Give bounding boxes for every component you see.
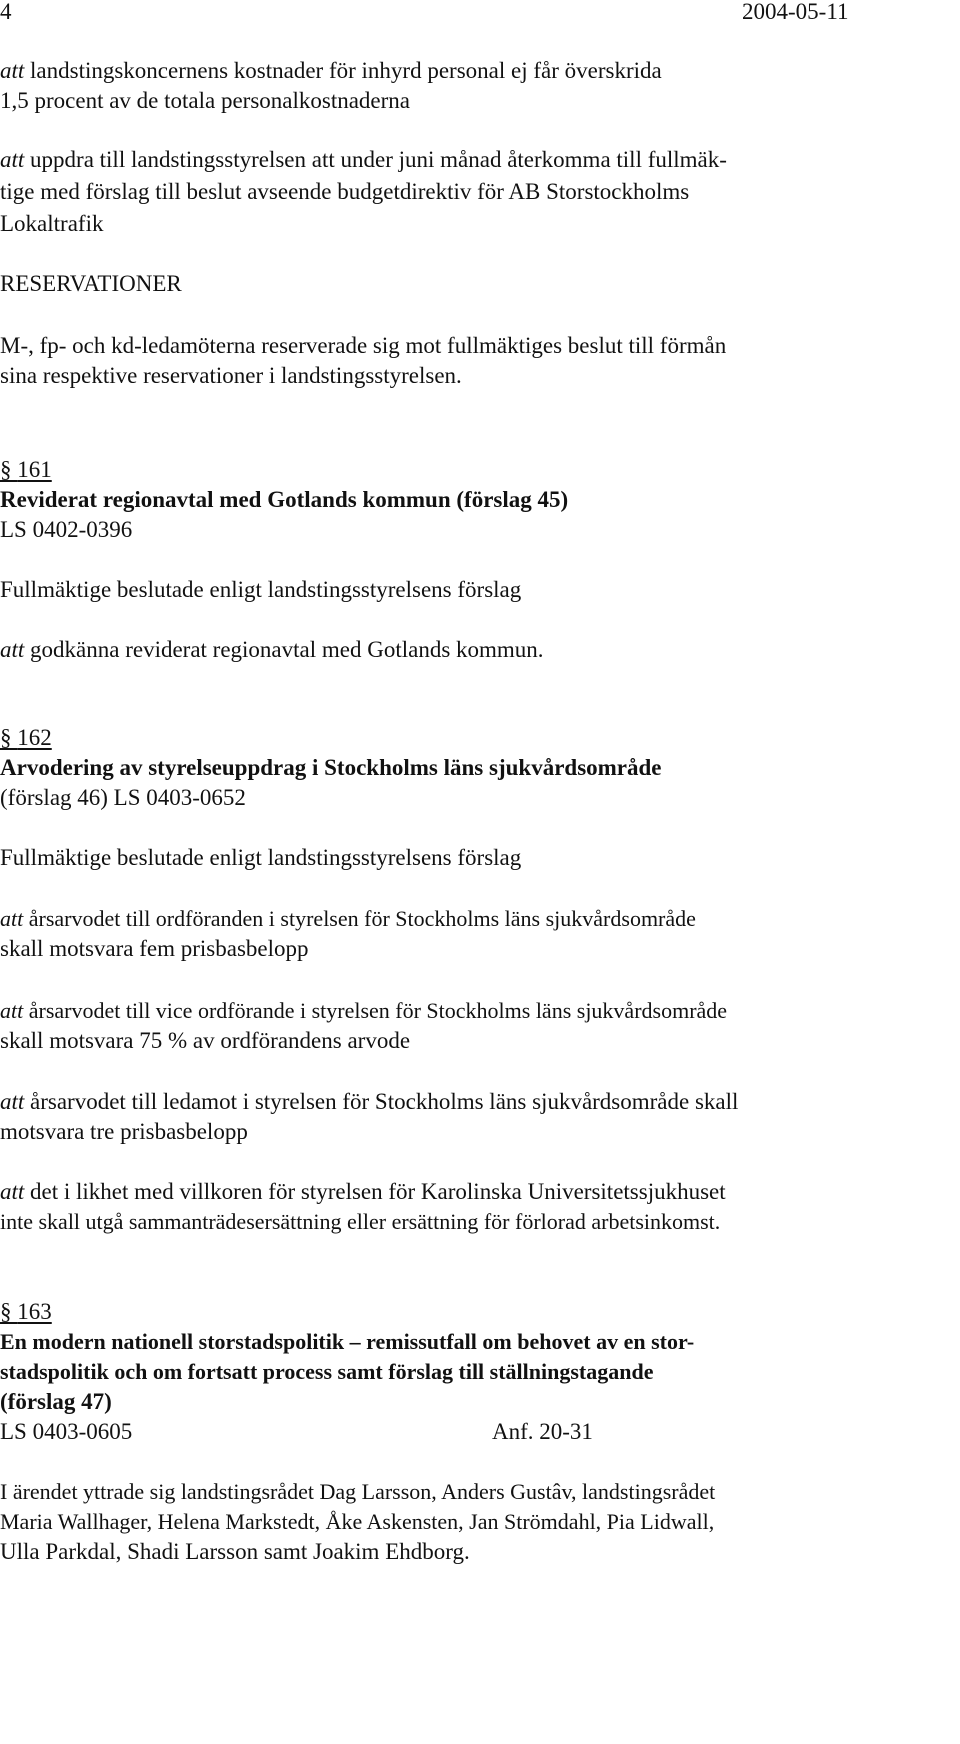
intro-att-paragraph-2-line-3: Lokaltrafik bbox=[0, 211, 104, 236]
att-keyword: att bbox=[0, 1089, 25, 1114]
section-162-att-2-line-2: skall motsvara 75 % av ordförandens arvode bbox=[0, 1028, 411, 1053]
reservations-text-line-2: sina respektive reservationer i landstingsstyrelsen. bbox=[0, 363, 462, 388]
section-163-speakers-line-3: Ulla Parkdal, Shadi Larsson samt Joakim Ehdborg. bbox=[0, 1539, 470, 1564]
section-162-att-4-line-2: inte skall utgå sammanträdesersättning eller ersättning för förlorad arbetsinkomst. bbox=[0, 1209, 721, 1234]
att-keyword: att bbox=[0, 58, 25, 83]
section-162-title: Arvodering av styrelseuppdrag i Stockholms läns sjukvårdsområde bbox=[0, 755, 662, 780]
page-number: 4 bbox=[0, 0, 12, 24]
section-163-title-line-2: stadspolitik och om fortsatt process samt förslag till ställningstagande bbox=[0, 1359, 654, 1384]
section-163-reference: LS 0403-0605 bbox=[0, 1419, 133, 1444]
intro-att-paragraph-1-line-2: 1,5 procent av de totala personalkostnaderna bbox=[0, 88, 411, 113]
att-keyword: att bbox=[0, 637, 25, 662]
section-162-att-2: att årsarvodet till vice ordförande i styrelsen för Stockholms läns sjukvårdsområde bbox=[0, 998, 728, 1023]
section-162-att-3-line-2: motsvara tre prisbasbelopp bbox=[0, 1119, 248, 1144]
intro-att-paragraph-2-line-2: tige med förslag till beslut avseende budgetdirektiv för AB Storstockholms bbox=[0, 179, 690, 204]
att-keyword: att bbox=[0, 147, 25, 172]
section-162-att-4: att det i likhet med villkoren för styrelsen för Karolinska Universitetssjukhuset bbox=[0, 1179, 726, 1204]
section-163-annotation: Anf. 20-31 bbox=[492, 1419, 593, 1444]
reservations-heading: RESERVATIONER bbox=[0, 271, 182, 296]
page-date: 2004-05-11 bbox=[742, 0, 849, 24]
section-161-decision: Fullmäktige beslutade enligt landstingsstyrelsens förslag bbox=[0, 577, 522, 602]
section-162-att-1: att årsarvodet till ordföranden i styrelsen för Stockholms läns sjukvårdsområde bbox=[0, 906, 696, 931]
intro-att-paragraph-2: att uppdra till landstingsstyrelsen att under juni månad återkomma till fullmäk- bbox=[0, 147, 727, 172]
att-keyword: att bbox=[0, 1179, 25, 1204]
section-162-decision: Fullmäktige beslutade enligt landstingsstyrelsens förslag bbox=[0, 845, 522, 870]
section-161-number: § 161 bbox=[0, 457, 52, 482]
section-162-att-1-line-2: skall motsvara fem prisbasbelopp bbox=[0, 936, 309, 961]
section-163-title-line-1: En modern nationell storstadspolitik – remissutfall om behovet av en stor- bbox=[0, 1329, 695, 1354]
section-163-title-line-3: (förslag 47) bbox=[0, 1389, 112, 1414]
section-162-number: § 162 bbox=[0, 725, 52, 750]
section-162-reference: (förslag 46) LS 0403-0652 bbox=[0, 785, 246, 810]
att-keyword: att bbox=[0, 998, 24, 1023]
section-161-reference: LS 0402-0396 bbox=[0, 517, 133, 542]
section-161-att: att godkänna reviderat regionavtal med Gotlands kommun. bbox=[0, 637, 544, 662]
att-keyword: att bbox=[0, 906, 24, 931]
section-162-att-3: att årsarvodet till ledamot i styrelsen för Stockholms läns sjukvårdsområde skall bbox=[0, 1089, 739, 1114]
reservations-text-line-1: M-, fp- och kd-ledamöterna reserverade sig mot fullmäktiges beslut till förmån bbox=[0, 333, 727, 358]
section-163-speakers-line-1: I ärendet yttrade sig landstingsrådet Dag Larsson, Anders Gustâv, landstingsrådet bbox=[0, 1479, 716, 1504]
section-163-speakers-line-2: Maria Wallhager, Helena Markstedt, Åke Askensten, Jan Strömdahl, Pia Lidwall, bbox=[0, 1509, 715, 1534]
intro-att-paragraph-1: att landstingskoncernens kostnader för inhyrd personal ej får överskrida bbox=[0, 58, 662, 83]
section-161-title: Reviderat regionavtal med Gotlands kommun (förslag 45) bbox=[0, 487, 569, 512]
section-163-number: § 163 bbox=[0, 1299, 52, 1324]
